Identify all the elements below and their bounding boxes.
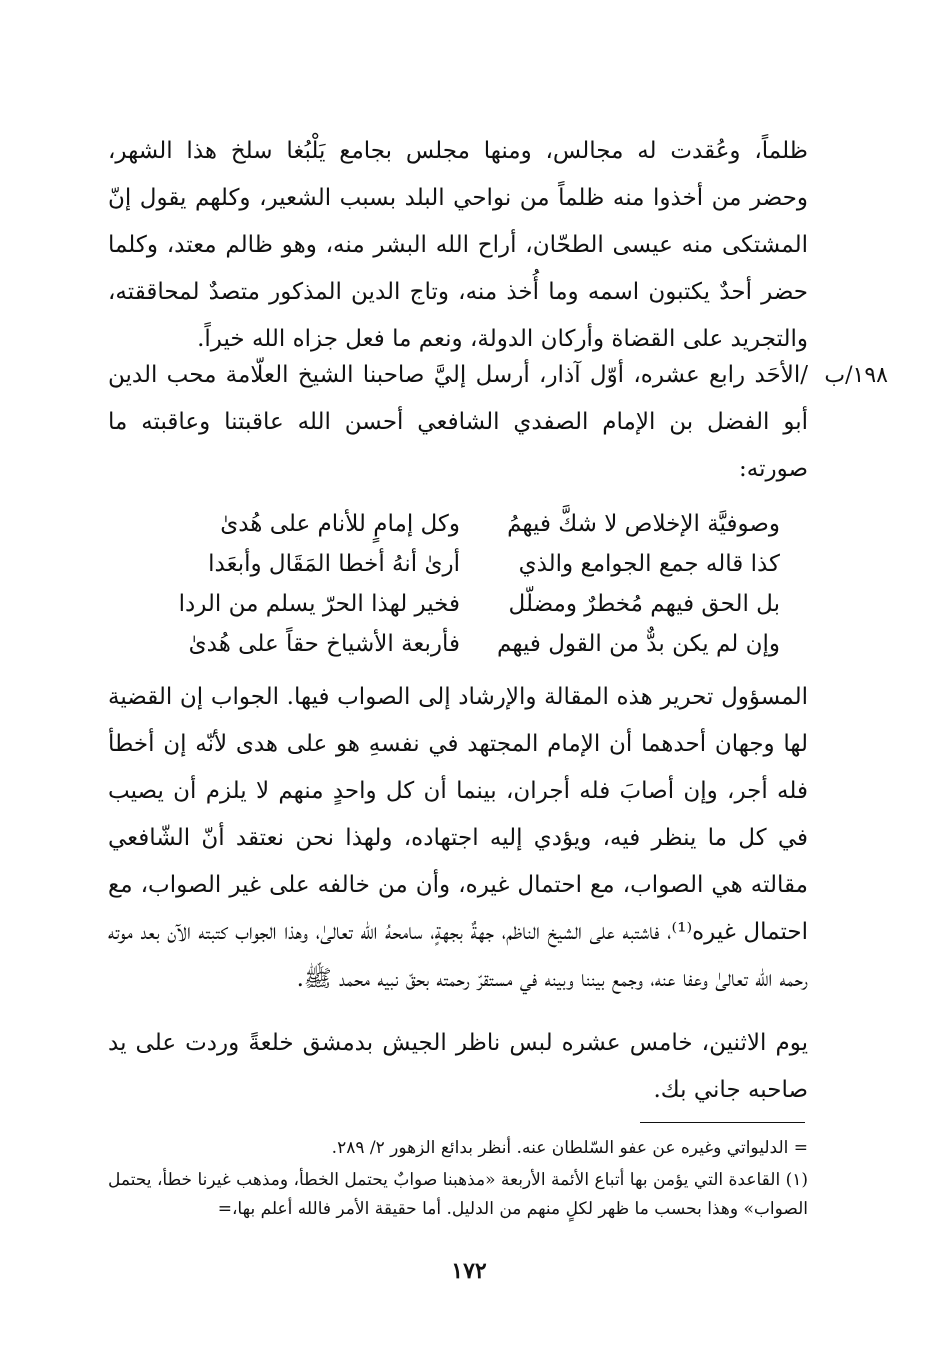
poem-second-hemistich: وكل إمامٍ للأنام على هُدىٰ [220,511,460,537]
poem [160,504,780,664]
poem-first-hemistich: كذا قاله جمع الجوامع والذي [518,551,780,577]
poem-verse [160,584,780,624]
poem-second-hemistich: فخير لهذا الحرّ يسلم من الردا [178,591,460,617]
poem-first-hemistich: بل الحق فيهم مُخطرٌ ومضلّل [508,591,780,617]
footnote-1: (١) القاعدة التي يؤمن بها أتباع الأئمة الأربعة «مذهبنا صوابٌ يحتمل الخطأ، ومذهب غيرنا خطأ، يحتمل الصواب» وهذا بحسب ما ظهر لكلٍ منهم من الدليل. أما حقيقة الأمر فالله أعلم بها،= [108,1170,808,1219]
poem-second-hemistich: فأربعة الأشياخ حقاً على هُدىٰ [188,631,460,657]
poem-verse [160,624,780,664]
poem-first-hemistich: وإن لم يكن بدٌّ من القول فيهم [497,631,780,657]
paragraph-1: ظلماً، وعُقدت له مجالس، ومنها مجلس بجامع يَلْبُغا سلخ هذا الشهر، وحضر من أخذوا منه ظلماً من نواحي البلد بسبب الشعير، وكلهم يقول إنّ المشتكى منه عيسى الطحّان، أراح الله البشر منه، وهو ظالم معتد، وكلما حضر أحدٌ يكتبون اسمه وما أُخذ منه، وتاج الدين المذكور متصدٌ لمحاققته، والتجريد على القضاة وأركان الدولة، ونعم ما فعل جزاه الله خيراً. [108,138,808,352]
paragraph-3: المسؤول تحرير هذه المقالة والإرشاد إلى الصواب فيها. الجواب إن القضية لها وجهان أحدهما أن الإمام المجتهد في نفسهِ هو على هدى لأنّه إن أخطأ فله أجر، وإن أصابَ فله أجران، بينما أن كل واحدٍ منهم لا يلزم أن يصيب في كل ما ينظر فيه، ويؤدي إليه اجتهاده، ولهذا نحن نعتقد أنّ الشّافعي مقالته هي الصواب، مع احتمال غيره، وأن من خالفه على غير الصواب، مع احتمال غيره⁽¹⁾، فاشتبه على الشيخ الناظم، جهةٌ بجهةٍ، سامحهُ الله تعالىٰ، وهذا الجواب كتبته الآن بعد موته رحمه الله تعالىٰ وعفا عنه، وجمع بيننا وبينه في مستقرّ رحمته بحقّ نبيه محمد ﷺ. [108,684,808,992]
paragraph-2: /الأحَد رابع عشره، أوّل آذار، أرسل إليَّ صاحبنا الشيخ العلّامة محب الدين أبو الفضل بن الإمام الصفدي الشافعي أحسن الله عاقبتنا وعاقبته ما صورته: [108,362,808,482]
manuscript-folio-marker: ١٩٨/ب [824,363,888,388]
poem-verse [160,544,780,584]
footnote-separator [640,1122,805,1123]
poem-second-hemistich: أرىٰ أنهُ أخطا المَقَال وأبعَدا [208,551,460,577]
paragraph-4: يوم الاثنين، خامس عشره لبس ناظر الجيش بدمشق خلعةً وردت على يد صاحبه جاني بك. [108,1030,808,1103]
page-number: ١٧٢ [451,1258,487,1284]
poem-first-hemistich: وصوفيَّة الإخلاص لا شكَّ فيهمُ [507,511,780,537]
footnote-continuation: = الدليواتي وغيره عن عفو السّلطان عنه. أنظر بدائع الزهور ٢/ ٢٨٩. [331,1138,808,1158]
poem-verse [160,504,780,544]
